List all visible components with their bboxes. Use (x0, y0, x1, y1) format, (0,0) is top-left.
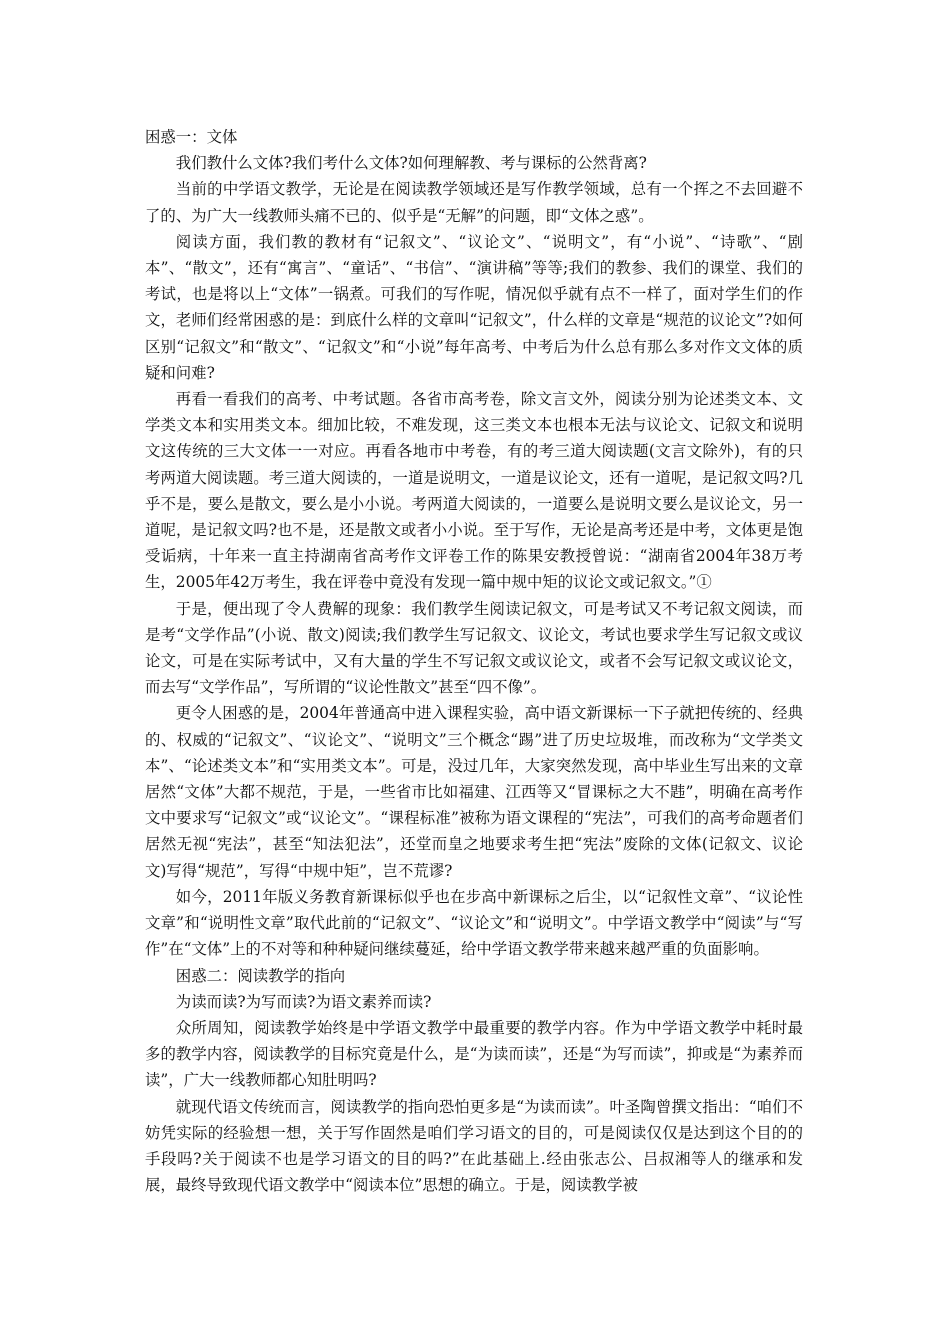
section-question-1: 我们教什么文体?我们考什么文体?如何理解教、考与课标的公然背离? (175, 154, 647, 173)
paragraph: 更令人困惑的是，2004年普通高中进入课程实验，高中语文新课标一下子就把传统的、经典的、权威的“记叙文”、“议论文”、“说明文”三个概念“踢”进了历史垃圾堆，而改称为“文学类文本”、“论述类文本”和“实用类文本”。可是，没过几年，大家突然发现，高中毕业生写出来的文章居然“文体”大都不规范，于是，一些省市比如福建、江西等又“冒课标之大不韪”，明确在高考作文中要求写“记叙文”或“议论文”。“课程标准”被称为语文课程的“宪法”，可我们的高考命题者们居然无视“宪法”，甚至“知法犯法”，还堂而皇之地要求考生把“宪法”废除的文体(记叙文、议论文)写得“规范”，写得“中规中矩”，岂不荒谬? (145, 704, 803, 880)
section-heading-2: 困惑二：阅读教学的指向 (175, 966, 346, 985)
paragraph: 如今，2011年版义务教育新课标似乎也在步高中新课标之后尘，以“记叙性文章”、“议论性文章”和“说明性文章”取代此前的“记叙文”、“议论文”和“说明文”。中学语文教学中“阅读”与“写作”在“文体”上的不对等和种种疑问继续蔓延，给中学语文教学带来越来越严重的负面影响。 (145, 887, 803, 959)
paragraph: 众所周知，阅读教学始终是中学语文教学中最重要的教学内容。作为中学语文教学中耗时最多的教学内容，阅读教学的目标究竟是什么，是“为读而读”，还是“为写而读”，抑或是“为素养而读”，广大一线教师都心知肚明吗? (145, 1018, 803, 1090)
paragraph: 于是，便出现了令人费解的现象：我们教学生阅读记叙文，可是考试又不考记叙文阅读，而是考“文学作品”(小说、散文)阅读;我们教学生写记叙文、议论文，考试也要求学生写记叙文或议论文，可是在实际考试中，又有大量的学生不写记叙文或议论文，或者不会写记叙文或议论文，而去写“文学作品”，写所谓的“议论性散文”甚至“四不像”。 (145, 599, 803, 697)
paragraph: 当前的中学语文教学，无论是在阅读教学领域还是写作教学领域，总有一个挥之不去回避不了的、为广大一线教师头痛不已的、似乎是“无解”的问题，即“文体之惑”。 (145, 180, 803, 225)
paragraph: 阅读方面，我们教的教材有“记叙文”、“议论文”、“说明文”，有“小说”、“诗歌”、“剧本”、“散文”，还有“寓言”、“童话”、“书信”、“演讲稿”等等;我们的教参、我们的课堂、我们的考试，也是将以上“文体”一锅煮。可我们的写作呢，情况似乎就有点不一样了，面对学生们的作文，老师们经常困惑的是：到底什么样的文章叫“记叙文”，什么样的文章是“规范的议论文”?如何区别“记叙文”和“散文”、“记叙文”和“小说”每年高考、中考后为什么总有那么多对作文文体的质疑和问难? (145, 232, 803, 382)
section-heading-1: 困惑一：文体 (145, 128, 238, 146)
paragraph: 就现代语文传统而言，阅读教学的指向恐怕更多是“为读而读”。叶圣陶曾撰文指出：“咱们不妨凭实际的经验想一想，关于写作固然是咱们学习语文的目的，可是阅读仅仅是达到这个目的的手段吗?关于阅读不也是学习语文的目的吗?”在此基础上.经由张志公、吕叔湘等人的继承和发展，最终导致现代语文教学中“阅读本位”思想的确立。于是，阅读教学被 (145, 1097, 803, 1195)
paragraph: 再看一看我们的高考、中考试题。各省市高考卷，除文言文外，阅读分别为论述类文本、文学类文本和实用类文本。细加比较，不难发现，这三类文本也根本无法与议论文、记叙文和说明文这传统的三大文体一一对应。再看各地市中考卷，有的考三道大阅读题(文言文除外)，有的只考两道大阅读题。考三道大阅读的，一道是说明文，一道是议论文，还有一道呢，是记叙文吗?几乎不是，要么是散文，要么是小小说。考两道大阅读的，一道要么是说明文要么是议论文，另一道呢，是记叙文吗?也不是，还是散文或者小小说。至于写作，无论是高考还是中考，文体更是饱受诟病，十年来一直主持湖南省高考作文评卷工作的陈果安教授曾说：“湖南省2004年38万考生，2005年42万考生，我在评卷中竟没有发现一篇中规中矩的议论文或记叙文。”① (145, 390, 803, 592)
section-question-2: 为读而读?为写而读?为语文素养而读? (175, 992, 432, 1011)
document-body (145, 124, 803, 1198)
